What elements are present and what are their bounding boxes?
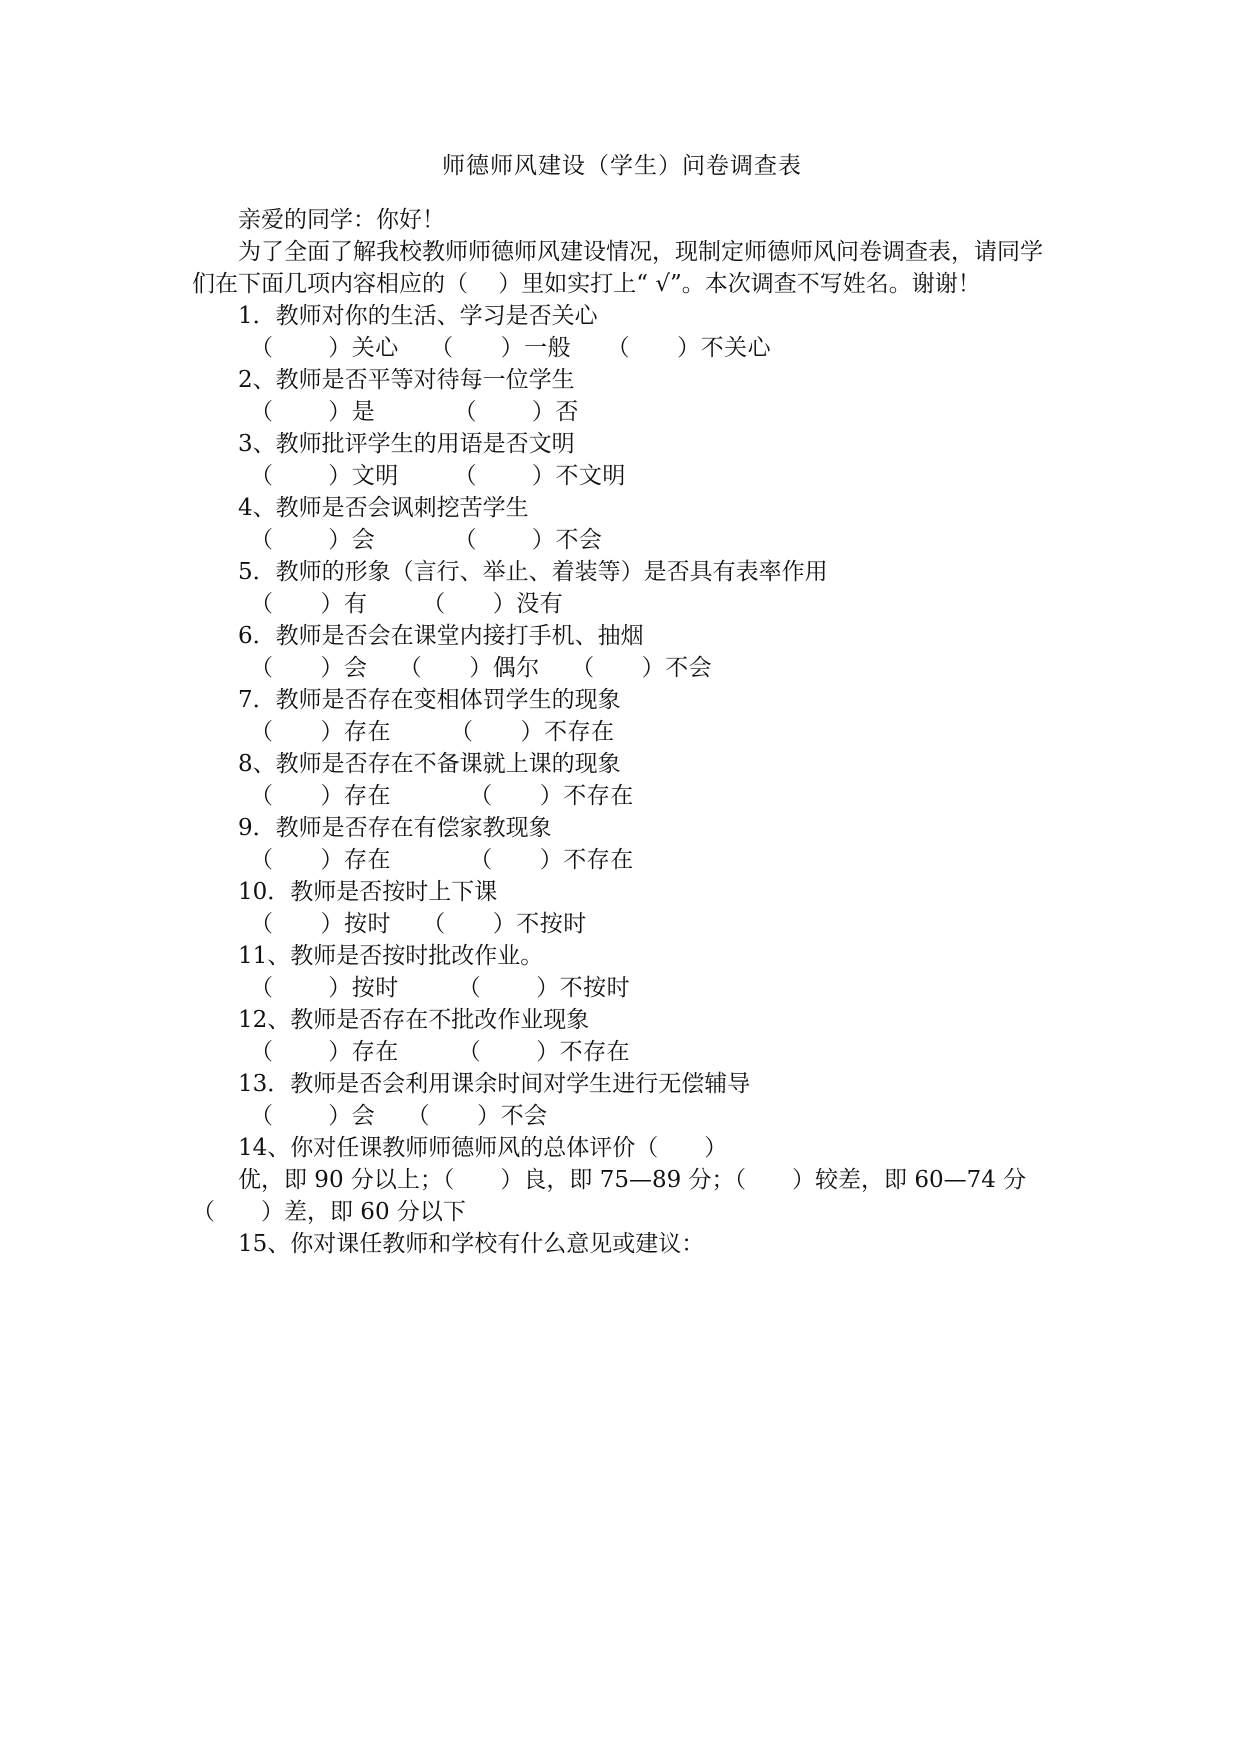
question-10-options: （ ）按时 （ ）不按时: [250, 911, 587, 937]
question-12-options: （ ）存在 （ ）不存在: [250, 1039, 631, 1065]
question-9: 9．教师是否存在有偿家教现象: [238, 815, 552, 841]
question-3: 3、教师批评学生的用语是否文明: [238, 431, 575, 457]
question-6: 6．教师是否会在课堂内接打手机、抽烟: [238, 623, 644, 649]
question-5: 5．教师的形象（言行、举止、着装等）是否具有表率作用: [238, 559, 828, 585]
question-4-options: （ ）会 （ ）不会: [250, 527, 603, 553]
question-14: 14、你对任课教师师德师风的总体评价（ ）: [238, 1135, 728, 1161]
question-3-options: （ ）文明 （ ）不文明: [250, 463, 626, 489]
question-4: 4、教师是否会讽刺挖苦学生: [238, 495, 529, 521]
question-10: 10．教师是否按时上下课: [238, 879, 498, 905]
questionnaire-document: [192, 150, 1052, 1260]
intro-paragraph: 为了全面了解我校教师师德师风建设情况，现制定师德师风问卷调查表，请同学们在下面几项内容相应的（ ）里如实打上“ √”。本次调查不写姓名。谢谢！: [192, 239, 1043, 297]
question-5-options: （ ）有 （ ）没有: [250, 591, 564, 617]
question-9-options: （ ）存在 （ ）不存在: [250, 847, 634, 873]
question-7: 7．教师是否存在变相体罚学生的现象: [238, 687, 621, 713]
question-2-options: （ ）是 （ ）否: [250, 399, 579, 425]
question-6-options: （ ）会 （ ）偶尔 （ ）不会: [250, 655, 713, 681]
greeting: 亲爱的同学：你好！: [238, 207, 445, 233]
question-2: 2、教师是否平等对待每一位学生: [238, 367, 575, 393]
question-8-options: （ ）存在 （ ）不存在: [250, 783, 634, 809]
question-12: 12、教师是否存在不批改作业现象: [238, 1007, 590, 1033]
document-title: 师德师风建设（学生）问卷调查表: [442, 153, 802, 179]
question-1: 1．教师对你的生活、学习是否关心: [238, 303, 598, 329]
question-7-options: （ ）存在 （ ）不存在: [250, 719, 615, 745]
question-13-options: （ ）会 （ ）不会: [250, 1103, 548, 1129]
question-list: [192, 300, 1052, 1260]
question-15: 15、你对课任教师和学校有什么意见或建议：: [238, 1231, 705, 1257]
question-1-options: （ ）关心 （ ）一般 （ ）不关心: [250, 335, 772, 361]
rating-scale: 优，即 90 分以上；（ ）良，即 75—89 分；（ ）较差，即 60—74 分（ ）差，即 60 分以下: [192, 1167, 1027, 1225]
question-11-options: （ ）按时 （ ）不按时: [250, 975, 631, 1001]
question-8: 8、教师是否存在不备课就上课的现象: [238, 751, 621, 777]
question-11: 11、教师是否按时批改作业。: [238, 943, 544, 969]
question-13: 13．教师是否会利用课余时间对学生进行无偿辅导: [238, 1071, 751, 1097]
